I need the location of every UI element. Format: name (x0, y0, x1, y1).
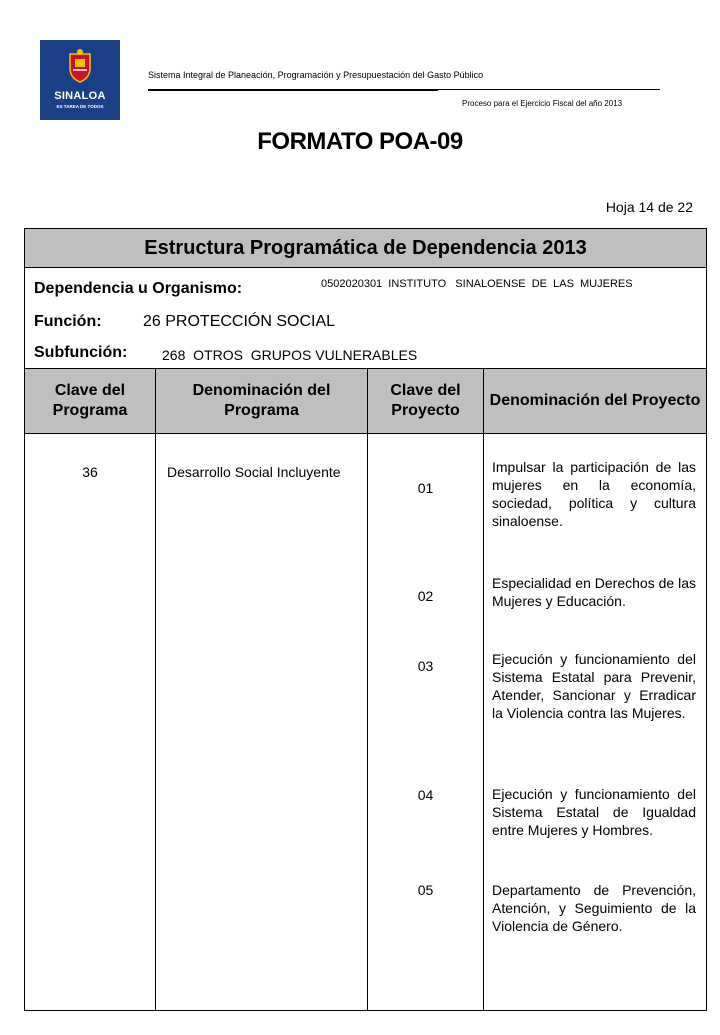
form-title: FORMATO POA-09 (257, 128, 463, 155)
sheet-number: Hoja 14 de 22 (605, 199, 693, 215)
project-name: Ejecución y funcionamiento del Sistema Estatal de Igualdad entre Mujeres y Hombres. (492, 786, 696, 838)
project-name: Especialidad en Derechos de las Mujeres y Educación. (492, 575, 696, 609)
table-title: Estructura Programática de Dependencia 2013 (25, 229, 706, 268)
col-header-project-key: Clave del Proyecto (390, 382, 461, 419)
funcion-value: 26 PROTECCIÓN SOCIAL (143, 313, 336, 330)
header-divider-thin (438, 89, 660, 90)
col-header-project-name: Denominación del Proyecto (489, 392, 701, 409)
funcion-label: Función: (34, 313, 102, 330)
logo-tagline: ES TAREA DE TODOS (56, 104, 104, 109)
logo-name: SINALOA (54, 90, 106, 102)
subfuncion-label: Subfunción: (34, 344, 128, 361)
system-title: Sistema Integral de Planeación, Programación y Presupuestación del Gasto Público (148, 70, 484, 80)
col-header-program-key: Clave del Programa (52, 382, 128, 419)
dependency-info (25, 268, 706, 368)
project-key: 02 (417, 588, 434, 604)
program-structure-table (24, 228, 707, 1011)
project-key: 04 (417, 787, 434, 803)
program-name: Desarrollo Social Incluyente (167, 464, 341, 480)
program-key: 36 (82, 464, 98, 480)
project-name: Impulsar la participación de las mujeres en la economía, sociedad, política y cultura sinaloense. (492, 459, 696, 529)
column-divider (483, 368, 484, 1011)
col-header-program-name: Denominación del Programa (192, 382, 331, 419)
sinaloa-logo (40, 40, 120, 120)
header-divider-thick (148, 89, 438, 91)
project-key: 01 (417, 480, 434, 496)
dependencia-label: Dependencia u Organismo: (34, 280, 243, 297)
dependencia-value: 0502020301 INSTITUTO SINALOENSE DE LAS MUJERES (321, 278, 633, 290)
column-divider (155, 368, 156, 1011)
column-divider (367, 368, 368, 1011)
subfuncion-value: 268 OTROS GRUPOS VULNERABLES (162, 347, 418, 363)
column-header-row (25, 368, 706, 434)
project-name: Ejecución y funcionamiento del Sistema Estatal para Prevenir, Atender, Sancionar y Erradicar la Violencia contra las Mujeres. (492, 651, 696, 721)
project-key: 05 (417, 882, 434, 898)
project-name: Departamento de Prevención, Atención, y Seguimiento de la Violencia de Género. (492, 882, 696, 934)
coat-of-arms-icon (66, 48, 94, 84)
project-key: 03 (417, 658, 434, 674)
process-text: Proceso para el Ejercicio Fiscal del año 2013 (462, 99, 623, 108)
